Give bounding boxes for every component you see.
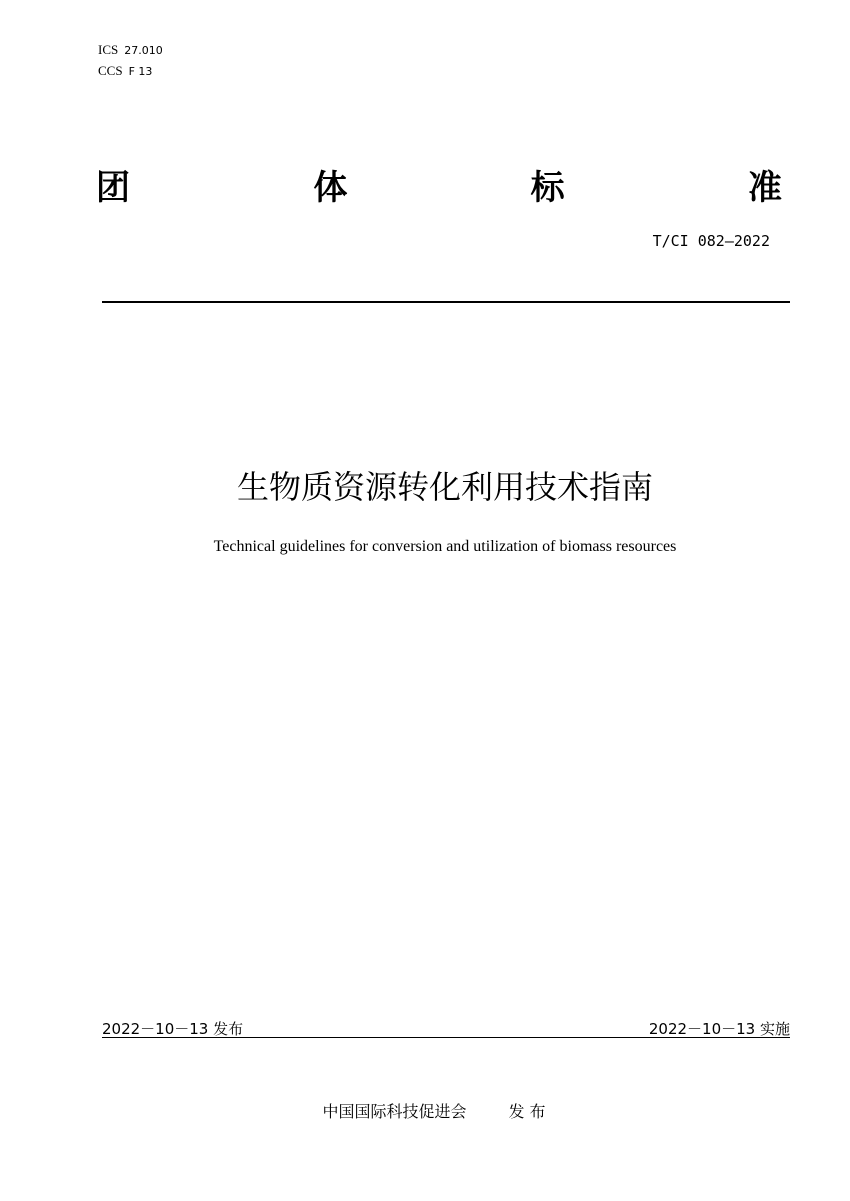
publisher-name: 中国国际科技促进会 <box>322 1102 467 1121</box>
standard-type-title <box>96 160 782 208</box>
implementation-date: 2022－10－13 实施 <box>648 1020 790 1038</box>
ics-label: ICS <box>98 42 119 57</box>
title-char-3: 标 <box>530 167 565 208</box>
ics-classification <box>98 42 163 59</box>
document-title-en: Technical guidelines for conversion and utilization of biomass resources <box>213 538 677 555</box>
ics-code: 27.010 <box>124 44 163 57</box>
header-divider <box>102 301 790 303</box>
ccs-label: CCS <box>98 63 123 78</box>
standard-number: T/CI 082—2022 <box>652 232 770 250</box>
publisher-line <box>0 1099 850 1122</box>
title-char-1: 团 <box>96 167 130 208</box>
footer-divider <box>102 1037 790 1038</box>
title-char-4: 准 <box>747 167 782 208</box>
ccs-classification <box>98 63 152 80</box>
ccs-code: F 13 <box>128 65 153 78</box>
issue-date: 2022－10－13 发布 <box>102 1020 244 1038</box>
document-title-zh: 生物质资源转化利用技术指南 <box>236 468 653 506</box>
title-char-2: 体 <box>313 167 348 208</box>
publisher-action: 发 布 <box>508 1102 546 1121</box>
